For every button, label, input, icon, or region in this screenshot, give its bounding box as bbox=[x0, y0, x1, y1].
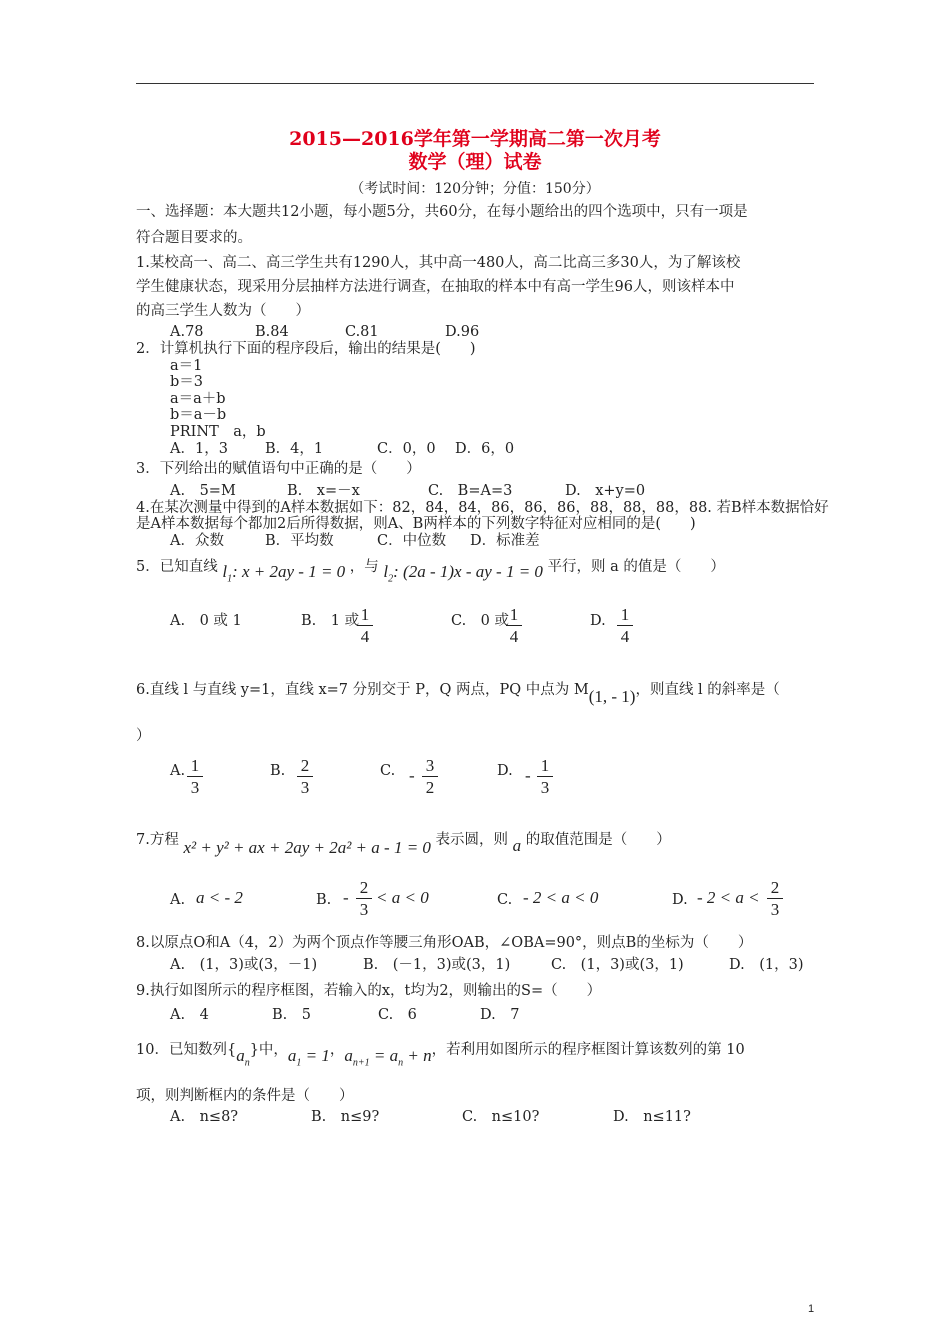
q10-recurrence: $a_{n+1} = a_n + n$ bbox=[344, 1046, 432, 1069]
q4-option-d: D．标准差 bbox=[470, 533, 540, 549]
section-heading-1: 一、选择题：本大题共12小题，每小题5分，共60分，在每小题给出的四个选项中，只有一项是 bbox=[136, 204, 748, 220]
q5-option-a: A. 0 或 1 bbox=[170, 613, 242, 629]
q8-option-b: B. (－1，3)或(3，1) bbox=[363, 957, 511, 973]
q7-option-a: a < - 2 bbox=[196, 888, 243, 907]
q10-option-a: A. n≤8? bbox=[170, 1109, 239, 1125]
q10-line-2: 项，则判断框内的条件是（ ） bbox=[136, 1088, 354, 1104]
q5-option-b-fraction: 1 4 bbox=[357, 605, 373, 646]
q5-suffix: 平行，则 a 的值是（ ） bbox=[547, 559, 725, 575]
q2-option-d: D．6，0 bbox=[455, 441, 515, 457]
q10-sequence: $a_n$ bbox=[236, 1046, 250, 1069]
q9-stem: 9.执行如图所示的程序框图，若输入的x，t均为2，则输出的S=（ ） bbox=[136, 983, 602, 999]
q5-line2-eq: $l_2$: (2a - 1)x - ay - 1 = 0 bbox=[383, 562, 543, 585]
q6-option-c-fraction: 3 2 bbox=[422, 756, 438, 797]
q6-option-d: D. bbox=[497, 763, 513, 779]
q6-option-d-minus: - bbox=[525, 766, 531, 785]
q5-option-d: D. bbox=[590, 613, 606, 629]
q5-option-c-fraction: 1 4 bbox=[506, 605, 522, 646]
q7-option-d-label: D. bbox=[672, 892, 688, 908]
q3-stem: 3．下列给出的赋值语句中正确的是（ ） bbox=[136, 461, 421, 477]
exam-subject: 数学（理）试卷 bbox=[408, 151, 542, 173]
q5-option-d-fraction: 1 4 bbox=[617, 605, 633, 646]
q3-option-c: C. B=A=3 bbox=[428, 483, 513, 499]
q10-option-b: B. n≤9? bbox=[311, 1109, 380, 1125]
q6-stem: 6.直线 l 与直线 y=1，直线 x=7 分别交于 P，Q 两点，PQ 中点为 M(1, - 1)，则直线 l 的斜率是（ bbox=[136, 682, 780, 706]
q7-option-a-label: A. bbox=[170, 892, 186, 908]
q8-option-c: C. (1，3)或(3，1) bbox=[551, 957, 684, 973]
q10-first-term: $a_1 = 1$ bbox=[287, 1046, 330, 1069]
q2-option-c: C．0，0 bbox=[377, 441, 436, 457]
q4-line-1: 4.在某次测量中得到的A样本数据如下：82，84，84，86，86，86，88，88，88，88. 若B样本数据恰好 bbox=[136, 500, 829, 516]
q2-option-b: B．4，1 bbox=[265, 441, 324, 457]
section-heading-2: 符合题目要求的。 bbox=[136, 230, 252, 246]
q6-option-c: C. bbox=[380, 763, 396, 779]
q4-option-b: B．平均数 bbox=[265, 533, 334, 549]
q2-stem: 2．计算机执行下面的程序段后，输出的结果是( ) bbox=[136, 341, 476, 357]
q7-option-d-fraction: 2 3 bbox=[767, 878, 783, 919]
q1-option-c: C.81 bbox=[345, 324, 379, 340]
q9-option-b: B. 5 bbox=[272, 1007, 311, 1023]
q7-equation: x² + y² + ax + 2ay + 2a² + a - 1 = 0 bbox=[183, 838, 431, 857]
q2-code-line: b＝3 bbox=[170, 374, 204, 390]
q3-option-b: B. x=－x bbox=[287, 483, 360, 499]
q6-option-b-fraction: 2 3 bbox=[297, 756, 313, 797]
q7-option-c-label: C. bbox=[497, 892, 513, 908]
q6-option-b: B. bbox=[270, 763, 286, 779]
q5-option-b: B. 1 或 bbox=[301, 613, 360, 629]
q6-point: (1, - 1) bbox=[588, 687, 636, 706]
q5-option-c: C. 0 或 bbox=[451, 613, 510, 629]
q1-line-3: 的高三学生人数为（ ） bbox=[136, 303, 310, 319]
page-number: 1 bbox=[808, 1303, 815, 1315]
q2-code-line: a＝a＋b bbox=[170, 391, 226, 407]
q1-option-a: A.78 bbox=[170, 324, 204, 340]
q9-option-c: C. 6 bbox=[378, 1007, 417, 1023]
q1-option-d: D.96 bbox=[445, 324, 480, 340]
q7-option-b-fraction: 2 3 bbox=[356, 878, 372, 919]
q1-line-2: 学生健康状态，现采用分层抽样方法进行调查，在抽取的样本中有高一学生96人，则该样本中 bbox=[136, 279, 735, 295]
top-rule bbox=[136, 83, 814, 84]
q6-option-a-fraction: 1 3 bbox=[187, 756, 203, 797]
q9-option-a: A. 4 bbox=[170, 1007, 209, 1023]
q8-option-d: D. (1，3) bbox=[729, 957, 804, 973]
q4-line-2: 是A样本数据每个都加2后所得数据，则A、B两样本的下列数字特征对应相同的是( ) bbox=[136, 516, 696, 532]
q7-option-b: < a < 0 bbox=[376, 888, 429, 907]
q6-option-a: A. bbox=[170, 763, 186, 779]
q7-option-d: - 2 < a < bbox=[697, 888, 760, 907]
q2-code-line: PRINT a，b bbox=[170, 424, 266, 440]
q2-code-line: a＝1 bbox=[170, 358, 203, 374]
q5-stem bbox=[136, 557, 725, 585]
q2-code-line: b＝a－b bbox=[170, 407, 227, 423]
q4-option-a: A．众数 bbox=[170, 533, 224, 549]
q2-option-a: A．1，3 bbox=[170, 441, 228, 457]
q7-option-b-label: B. bbox=[316, 892, 332, 908]
q7-option-b-minus: - bbox=[343, 888, 349, 907]
q6-option-d-fraction: 1 3 bbox=[537, 756, 553, 797]
q10-option-d: D. n≤11? bbox=[613, 1109, 691, 1125]
q1-line-1: 1.某校高一、高二、高三学生共有1290人，其中高一480人，高二比高三多30人，为了解该校 bbox=[136, 255, 741, 271]
q10-stem: 10．已知数列$\{a_n\}$中，$a_1 = 1$，$a_{n+1} = a_n + n$，若利用如图所示的程序框图计算该数列的第 10 bbox=[136, 1042, 745, 1069]
exam-title: 2015—2016学年第一学期高二第一次月考 bbox=[289, 128, 661, 150]
exam-info: （考试时间：120分钟；分值：150分） bbox=[350, 181, 600, 197]
q6-close: ） bbox=[136, 728, 151, 744]
q5-line1-eq: $l_1$: x + 2ay - 1 = 0 bbox=[222, 562, 346, 585]
q7-option-c: - 2 < a < 0 bbox=[523, 888, 599, 907]
q3-option-a: A. 5=M bbox=[170, 483, 236, 499]
q9-option-d: D. 7 bbox=[480, 1007, 520, 1023]
q7-stem: 7.方程 x² + y² + ax + 2ay + 2a² + a - 1 = 0 表示圆，则 a 的取值范围是（ ） bbox=[136, 832, 671, 857]
q4-option-c: C．中位数 bbox=[377, 533, 447, 549]
q5-prefix: 5．已知直线 bbox=[136, 559, 218, 575]
q10-option-c: C. n≤10? bbox=[462, 1109, 540, 1125]
q8-option-a: A. (1，3)或(3，－1) bbox=[170, 957, 318, 973]
q8-stem: 8.以原点O和A（4，2）为两个顶点作等腰三角形OAB，∠OBA=90°，则点B的坐标为（ ） bbox=[136, 935, 753, 951]
q5-mid: ，与 bbox=[349, 559, 379, 575]
q1-option-b: B.84 bbox=[255, 324, 289, 340]
q7-variable: a bbox=[512, 836, 522, 855]
q6-option-c-minus: - bbox=[409, 766, 415, 785]
q3-option-d: D. x+y=0 bbox=[565, 483, 646, 499]
